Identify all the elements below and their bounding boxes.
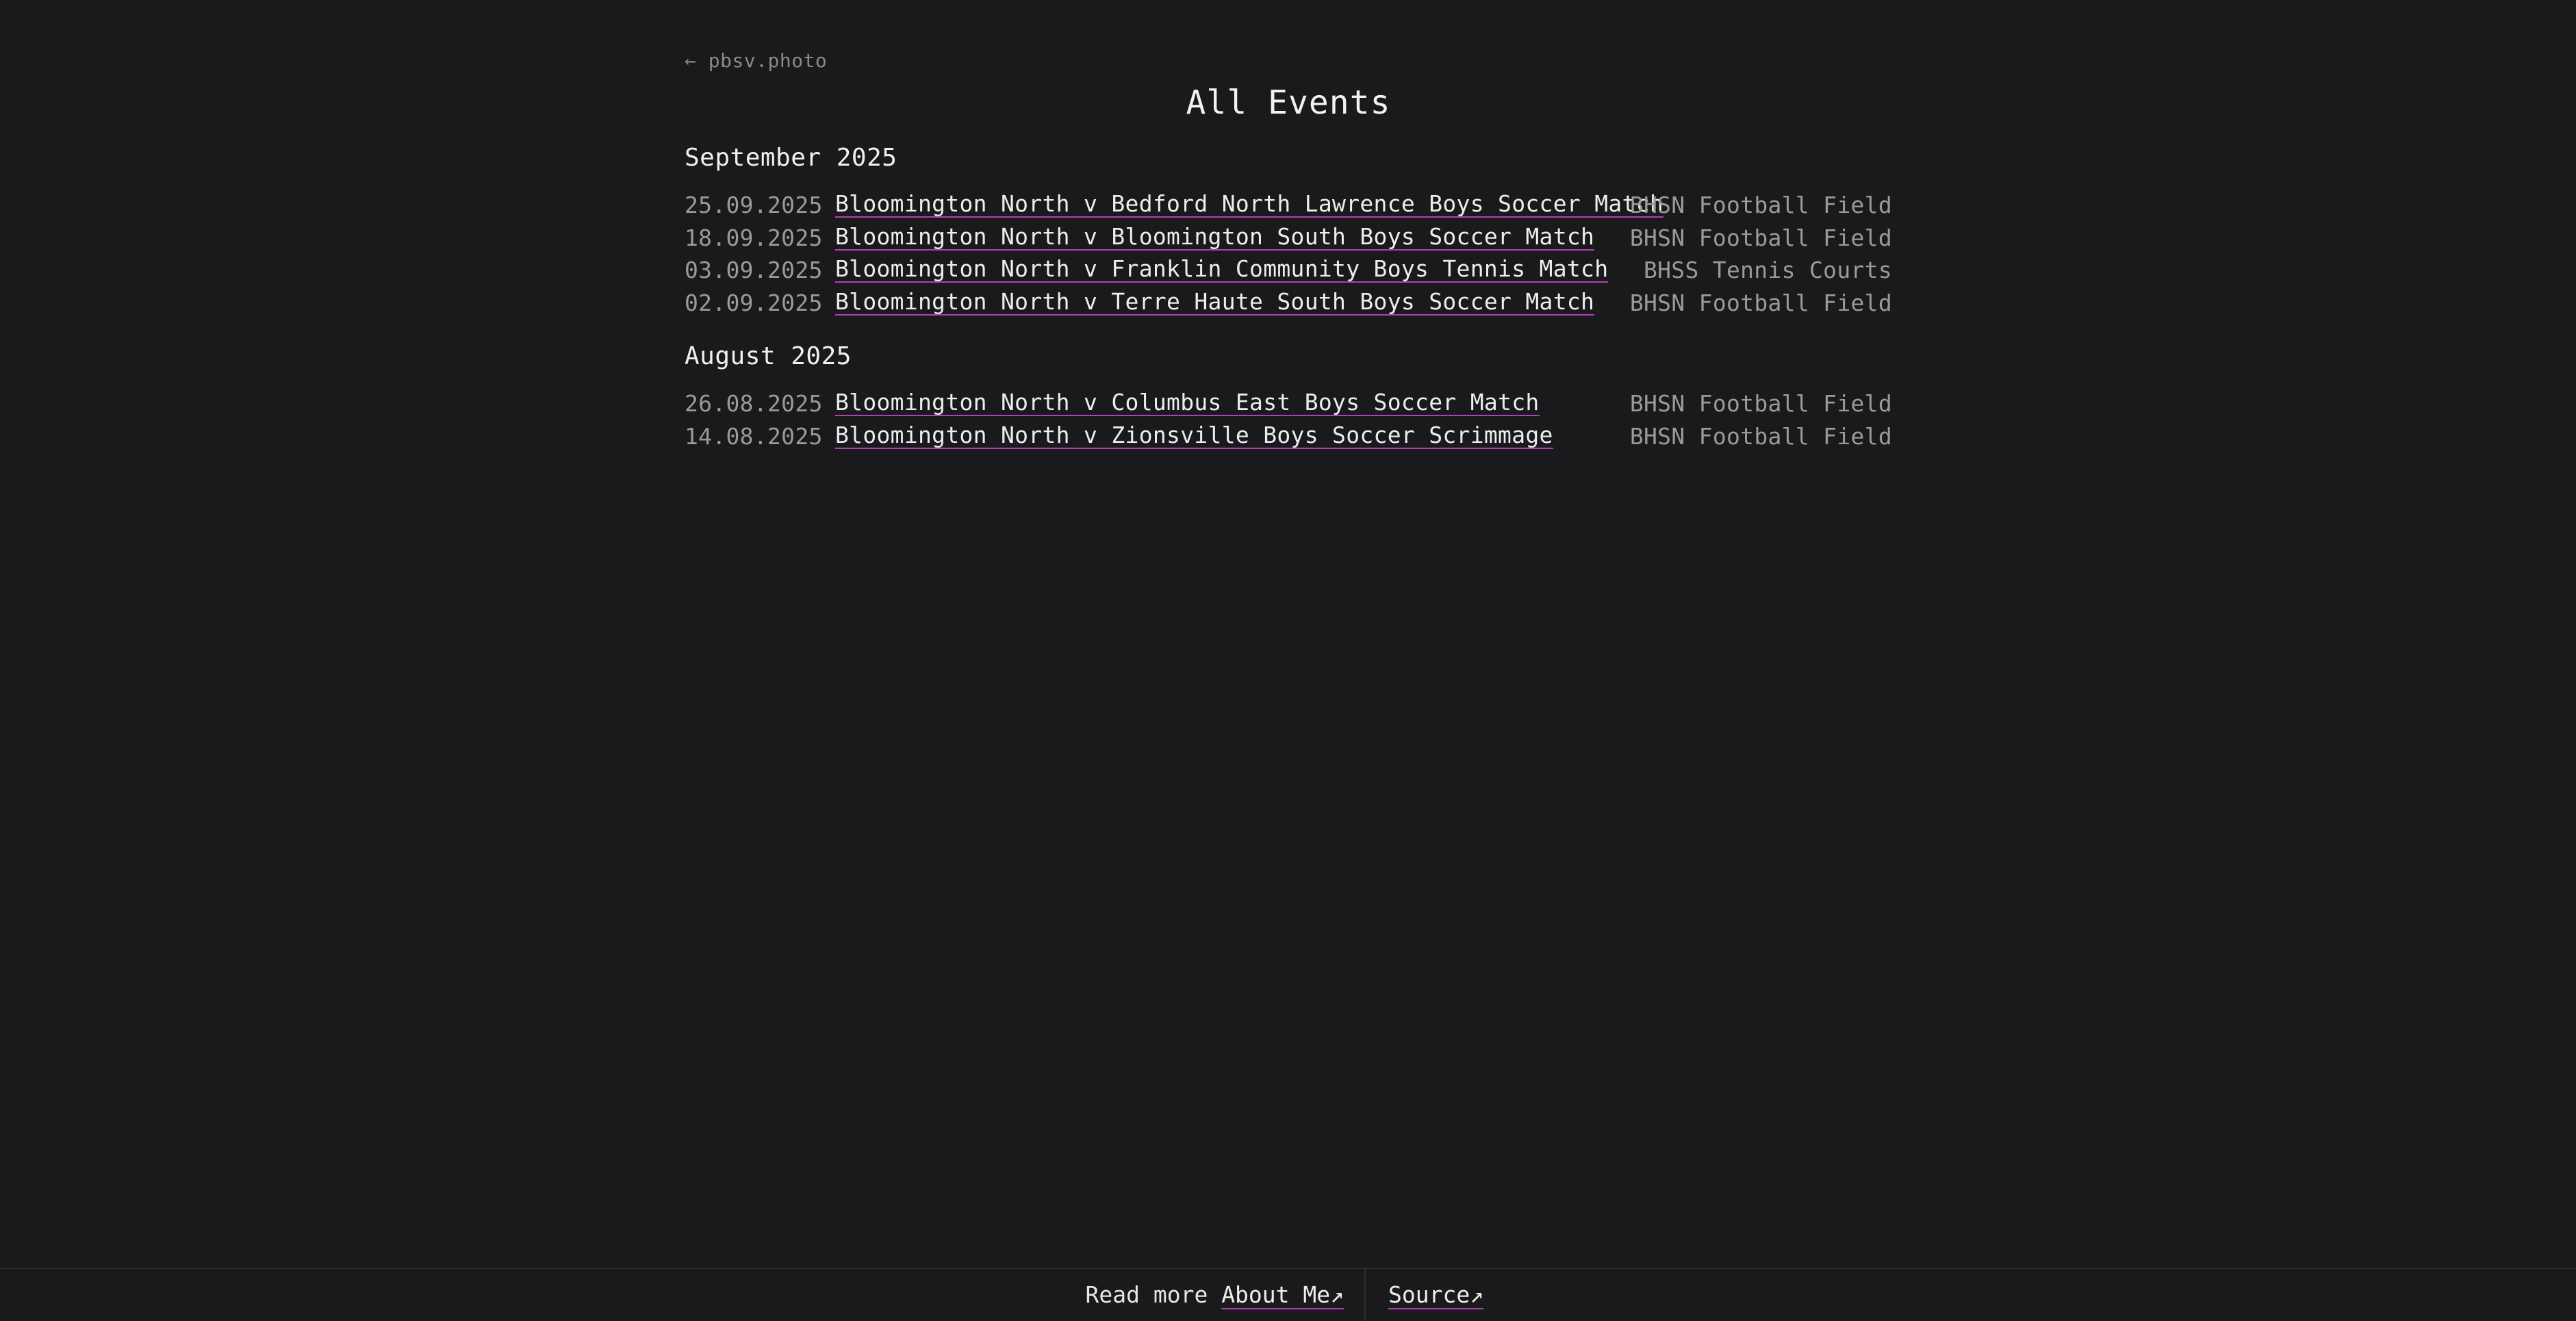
- event-location: BHSN Football Field: [1629, 224, 1892, 251]
- event-location: BHSN Football Field: [1629, 422, 1892, 450]
- event-date: 02.09.2025: [685, 289, 823, 316]
- back-link[interactable]: ← pbsv.photo: [685, 49, 828, 72]
- event-location: BHSN Football Field: [1629, 192, 1892, 218]
- read-more-text: Read more: [1085, 1281, 1222, 1308]
- footer-divider: [1364, 1269, 1366, 1321]
- event-link[interactable]: Bloomington North v Bedford North Lawrence Boys Soccer Match: [835, 190, 1664, 217]
- event-date: 14.08.2025: [685, 422, 823, 450]
- event-row: [685, 189, 1892, 222]
- event-link[interactable]: Bloomington North v Bloomington South Boys Soccer Match: [835, 222, 1595, 250]
- event-link[interactable]: Bloomington North v Franklin Community Boys Tennis Match: [835, 255, 1609, 282]
- events-list-august: [685, 387, 1892, 452]
- footer: [0, 1268, 2576, 1321]
- month-heading-september: September 2025: [685, 144, 897, 172]
- event-date: 03.09.2025: [685, 257, 823, 283]
- footer-source: [1388, 1269, 1483, 1321]
- source-link[interactable]: Source↗: [1388, 1281, 1484, 1308]
- event-location: BHSN Football Field: [1629, 289, 1892, 316]
- event-link[interactable]: Bloomington North v Terre Haute South Boys Soccer Match: [835, 287, 1595, 315]
- event-link[interactable]: Bloomington North v Columbus East Boys Soccer Match: [835, 389, 1540, 415]
- page-title: All Events: [1186, 84, 1391, 122]
- event-row: [685, 222, 1892, 255]
- event-location: BHSS Tennis Courts: [1643, 257, 1892, 283]
- event-row: [685, 287, 1892, 320]
- footer-read-more: [1086, 1269, 1344, 1321]
- event-date: 26.08.2025: [685, 390, 823, 417]
- event-row: [685, 387, 1892, 420]
- event-link[interactable]: Bloomington North v Zionsville Boys Soccer Scrimmage: [835, 421, 1553, 448]
- event-row: [685, 254, 1892, 287]
- month-heading-august: August 2025: [685, 342, 852, 370]
- about-me-link[interactable]: About Me↗: [1221, 1281, 1344, 1308]
- event-date: 18.09.2025: [685, 224, 823, 251]
- event-row: [685, 420, 1892, 453]
- events-list-september: [685, 189, 1892, 319]
- event-location: BHSN Football Field: [1629, 390, 1892, 417]
- event-date: 25.09.2025: [685, 192, 823, 218]
